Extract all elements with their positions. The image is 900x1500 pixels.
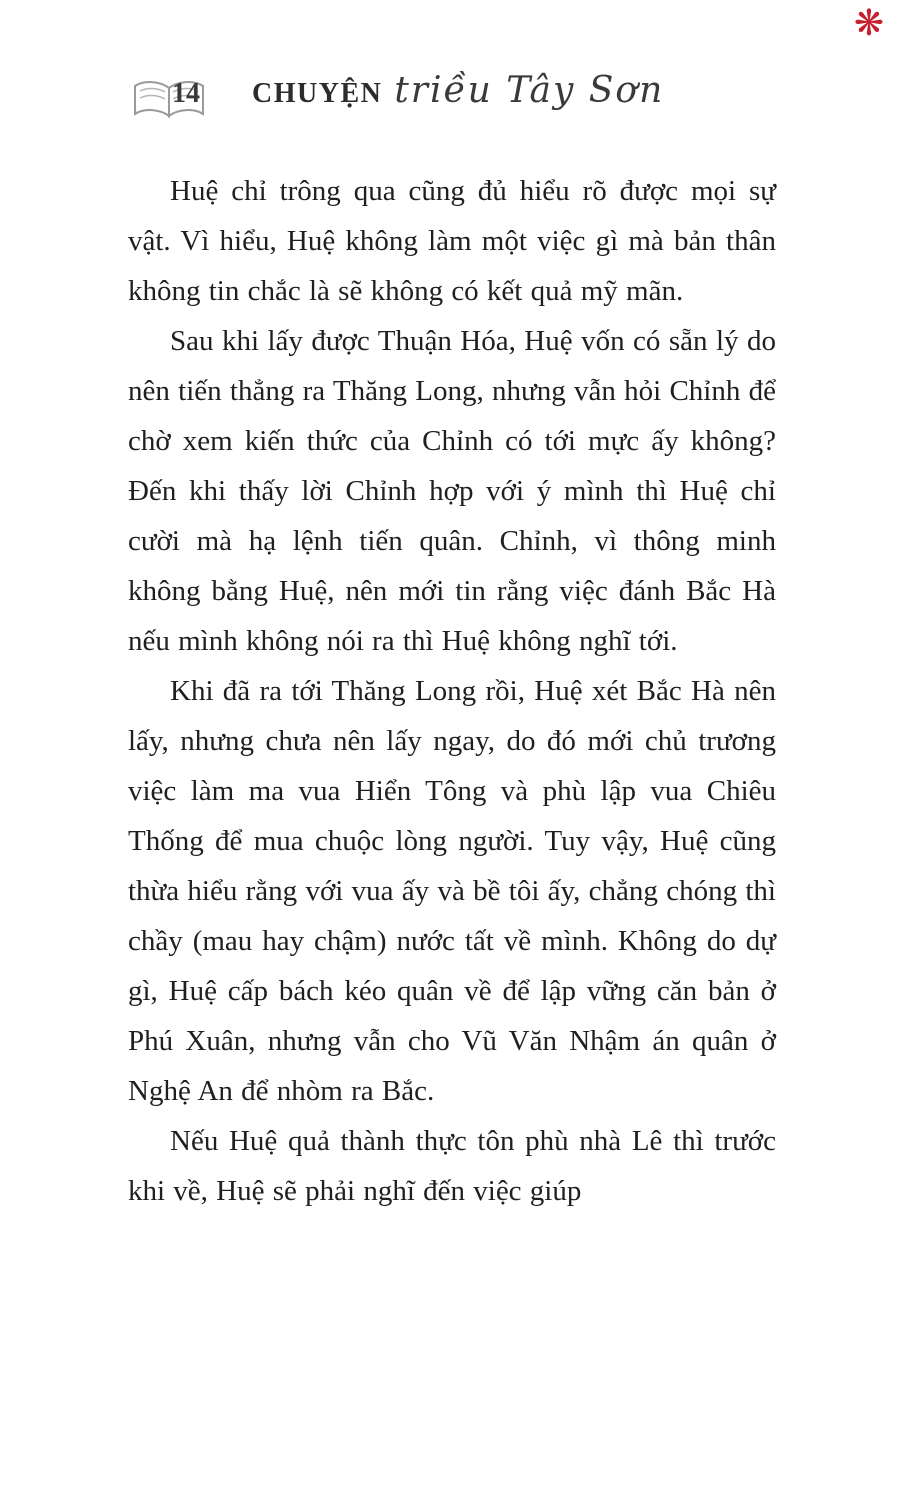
chapter-title-caps: CHUYỆN — [252, 78, 383, 109]
flower-ornament-icon: ❋ — [853, 3, 884, 44]
chapter-title-script: triều Tây Sơn — [394, 70, 665, 111]
paragraph: Sau khi lấy được Thuận Hóa, Huệ vốn có sẵn lý do nên tiến thẳng ra Thăng Long, nhưng vẫn hỏi Chỉnh để chờ xem kiến thức của Chỉnh có tới mực ấy không? Đến khi thấy lời Chỉnh hợp với ý mình thì Huệ chỉ cười mà hạ lệnh tiến quân. Chỉnh, vì thông minh không bằng Huệ, nên mới tin rằng việc đánh Bắc Hà nếu mình không nói ra thì Huệ không nghĩ tới. — [128, 325, 776, 657]
body-text — [128, 166, 776, 1216]
paragraph: Khi đã ra tới Thăng Long rồi, Huệ xét Bắc Hà nên lấy, nhưng chưa nên lấy ngay, do đó mới chủ trương việc làm ma vua Hiển Tông và phù lập vua Chiêu Thống để mua chuộc lòng người. Tuy vậy, Huệ cũng thừa hiểu rằng với vua ấy và bề tôi ấy, chẳng chóng thì chầy (mau hay chậm) nước tất về mình. Không do dự gì, Huệ cấp bách kéo quân về để lập vững căn bản ở Phú Xuân, nhưng vẫn cho Vũ Văn Nhậm án quân ở Nghệ An để nhòm ra Bắc. — [128, 675, 776, 1107]
paragraph: Nếu Huệ quả thành thực tôn phù nhà Lê thì trước khi về, Huệ sẽ phải nghĩ đến việc giúp — [128, 1125, 776, 1207]
paragraph: Huệ chỉ trông qua cũng đủ hiểu rõ được mọi sự vật. Vì hiểu, Huệ không làm một việc gì mà bản thân không tin chắc là sẽ không có kết quả mỹ mãn. — [128, 175, 776, 307]
page-number: 14 — [172, 78, 200, 109]
page-header — [132, 70, 780, 130]
